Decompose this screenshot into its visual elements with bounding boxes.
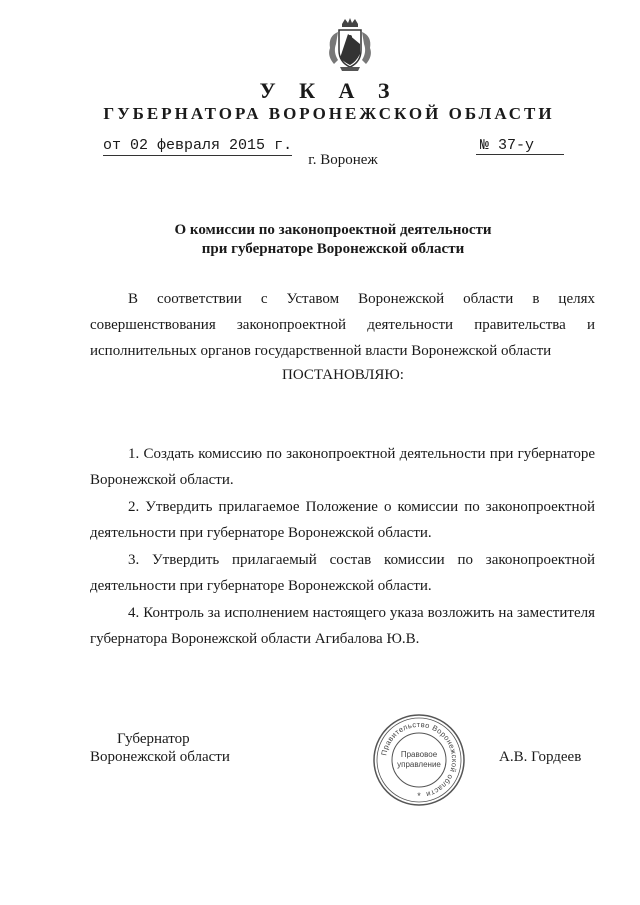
date-value: 02 февраля 2015 — [130, 137, 266, 154]
position-line-1: Губернатор — [117, 731, 190, 747]
date-prefix: от — [103, 137, 122, 154]
official-stamp — [371, 712, 467, 808]
signatory-position — [90, 730, 230, 766]
stamp-ring-text: Правительство Воронежской области — [379, 719, 460, 800]
decree-item-3: 3. Утвердить прилагаемый состав комиссии по законопроектной деятельности при губернаторе Воронежской области. — [90, 552, 595, 594]
number-value: 37-у — [498, 137, 535, 154]
subject-line-2: при губернаторе Воронежской области — [201, 241, 465, 257]
stamp-center-line-2: управление — [397, 760, 441, 769]
stamp-center-line-1: Правовое — [400, 750, 438, 759]
decree-word: ПОСТАНОВЛЯЮ: — [282, 367, 404, 383]
subject-line-1: О комиссии по законопроектной деятельности — [174, 222, 492, 238]
document-subtitle: ГУБЕРНАТОРА ВОРОНЕЖСКОЙ ОБЛАСТИ — [103, 104, 555, 123]
preamble-block — [90, 286, 595, 364]
document-title: У К А З — [259, 78, 399, 103]
preamble-text: В соответствии с Уставом Воронежской области в целях совершенствования законопроектной деятельности правительства и исполнительных органов государственной власти Воронежской области — [90, 291, 595, 359]
decree-item-1: 1. Создать комиссию по законопроектной деятельности при губернаторе Воронежской области. — [90, 446, 595, 488]
number-prefix: № — [480, 137, 490, 154]
decree-item-2: 2. Утвердить прилагаемое Положение о комиссии по законопроектной деятельности при губернаторе Воронежской области. — [90, 499, 595, 541]
position-line-2: Воронежской области — [90, 749, 230, 765]
signatory-name: А.В. Гордеев — [499, 749, 582, 765]
stamp-star: * — [417, 791, 421, 801]
document-subject — [0, 221, 640, 259]
date-suffix: г. — [274, 137, 293, 154]
decree-items — [90, 441, 595, 653]
decree-item-4: 4. Контроль за исполнением настоящего указа возложить на заместителя губернатора Воронежской области Агибалова Ю.В. — [90, 605, 595, 647]
coat-of-arms-icon — [318, 14, 382, 76]
document-city: г. Воронеж — [308, 152, 378, 168]
